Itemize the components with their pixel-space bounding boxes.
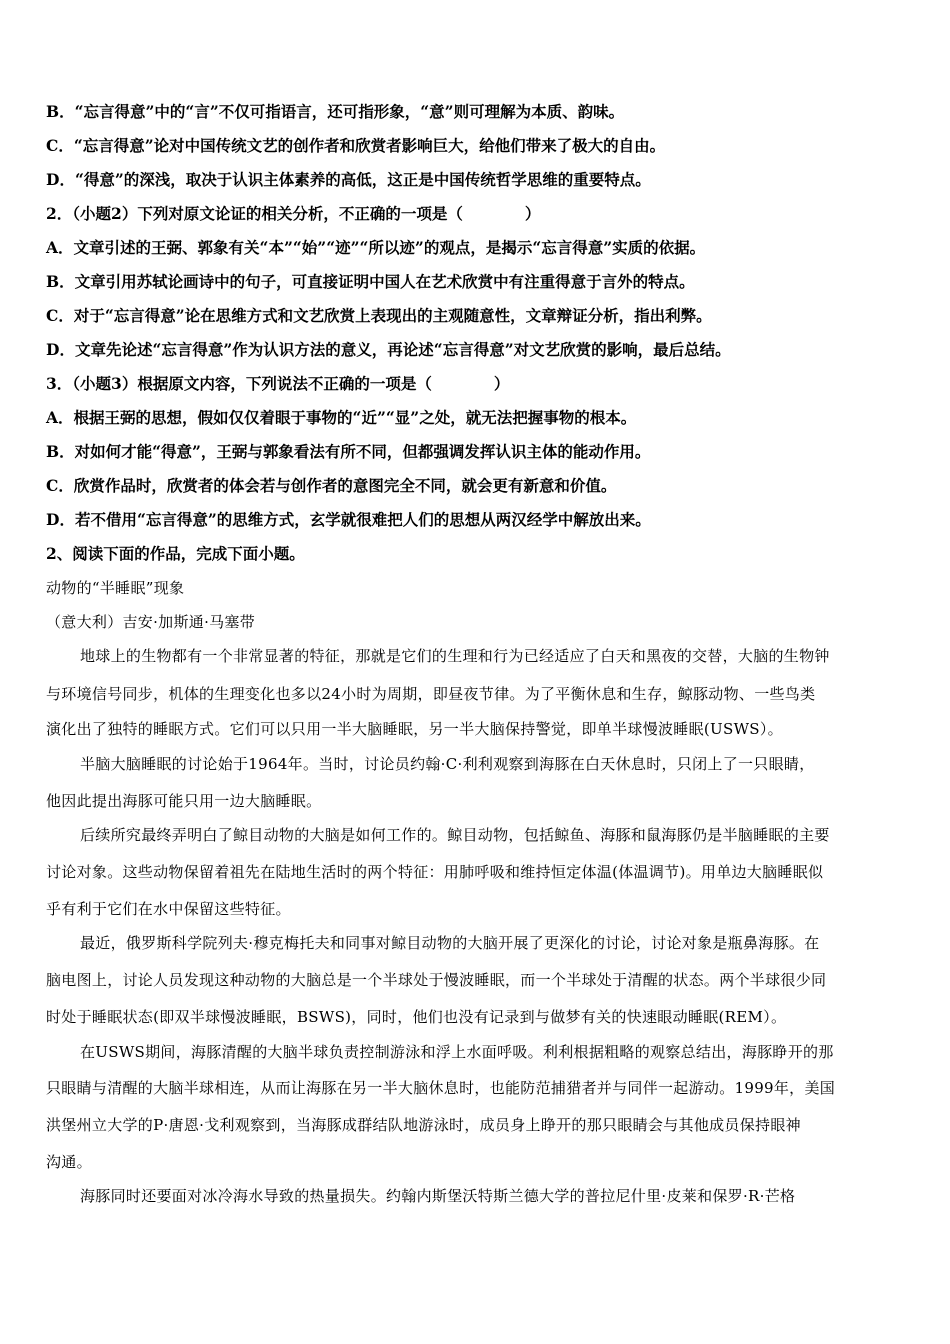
q1-option-c: C．“忘言得意”论对中国传统文艺的创作者和欣赏者影响巨大，给他们带来了极大的自由。 bbox=[46, 136, 666, 155]
passage-line: 只眼睛与清醒的大脑半球相连，从而让海豚在另一半大脑休息时，也能防范捕猎者并与同伴一起游动。1999年，美国 bbox=[46, 1079, 836, 1097]
passage-title: 动物的“半睡眠”现象 bbox=[46, 579, 185, 597]
passage-line: 讨论对象。这些动物保留着祖先在陆地生活时的两个特征：用肺呼吸和维持恒定体温(体温调节)。用单边大脑睡眠似 bbox=[46, 863, 824, 881]
passage-line: 在USWS期间，海豚清醒的大脑半球负责控制游泳和浮上水面呼吸。利利根据粗略的观察总结出，海豚睁开的那 bbox=[80, 1043, 834, 1061]
passage-line: 演化出了独特的睡眠方式。它们可以只用一半大脑睡眠，另一半大脑保持警觉，即单半球慢波睡眠(USWS）。 bbox=[46, 720, 783, 738]
passage-line: 最近，俄罗斯科学院列夫·穆克梅托夫和同事对鲸目动物的大脑开展了更深化的讨论，讨论对象是瓶鼻海豚。在 bbox=[80, 934, 820, 952]
q1-option-b: B．“忘言得意”中的“言”不仅可指语言，还可指形象，“意”则可理解为本质、韵味。 bbox=[46, 102, 625, 121]
passage-line: 地球上的生物都有一个非常显著的特征，那就是它们的生理和行为已经适应了白天和黑夜的交替，大脑的生物钟 bbox=[80, 647, 830, 665]
q1-option-d: D．“得意”的深浅，取决于认识主体素养的高低，这正是中国传统哲学思维的重要特点。 bbox=[46, 170, 651, 189]
passage-line: 与环境信号同步，机体的生理变化也多以24小时为周期，即昼夜节律。为了平衡休息和生存，鲸豚动物、一些鸟类 bbox=[46, 685, 816, 703]
q3-option-a: A．根据王弼的思想，假如仅仅着眼于事物的“近”“显”之处，就无法把握事物的根本。 bbox=[46, 408, 637, 427]
passage-author: （意大利）吉安·加斯通·马塞带 bbox=[46, 613, 256, 631]
q3-option-b: B．对如何才能“得意”，王弼与郭象看法有所不同，但都强调发挥认识主体的能动作用。 bbox=[46, 442, 651, 461]
q2-option-c: C．对于“忘言得意”论在思维方式和文艺欣赏上表现出的主观随意性，文章辩证分析，指出利弊。 bbox=[46, 306, 712, 325]
passage-line: 海豚同时还要面对冰冷海水导致的热量损失。约翰内斯堡沃特斯兰德大学的普拉尼什里·皮莱和保罗·R·芒格 bbox=[80, 1187, 796, 1205]
section-intro: 2、阅读下面的作品，完成下面小题。 bbox=[46, 544, 305, 563]
q2-option-a: A．文章引述的王弼、郭象有关“本”“始”“迹”“所以迹”的观点，是揭示“忘言得意”实质的依据。 bbox=[46, 238, 706, 257]
q3-option-c: C．欣赏作品时，欣赏者的体会若与创作者的意图完全不同，就会更有新意和价值。 bbox=[46, 476, 617, 495]
passage-line: 时处于睡眠状态(即双半球慢波睡眠，BSWS)，同时，他们也没有记录到与做梦有关的快速眼动睡眠(REM）。 bbox=[46, 1008, 787, 1026]
passage-line: 脑电图上，讨论人员发现这种动物的大脑总是一个半球处于慢波睡眠，而一个半球处于清醒的状态。两个半球很少同 bbox=[46, 971, 827, 989]
q2-option-d: D．文章先论述“忘言得意”作为认识方法的意义，再论述“忘言得意”对文艺欣赏的影响，最后总结。 bbox=[46, 340, 731, 359]
passage-line: 他因此提出海豚可能只用一边大脑睡眠。 bbox=[46, 792, 322, 810]
passage-line: 乎有利于它们在水中保留这些特征。 bbox=[46, 900, 291, 918]
passage-line: 半脑大脑睡眠的讨论始于1964年。当时，讨论员约翰·C·利利观察到海豚在白天休息时，只闭上了一只眼睛， bbox=[80, 755, 815, 773]
passage-line: 后续所究最终弄明白了鲸目动物的大脑是如何工作的。鲸目动物，包括鲸鱼、海豚和鼠海豚仍是半脑睡眠的主要 bbox=[80, 826, 830, 844]
q3-stem: 3．（小题3）根据原文内容，下列说法不正确的一项是（ ） bbox=[46, 374, 510, 393]
q3-option-d: D．若不借用“忘言得意”的思维方式，玄学就很难把人们的思想从两汉经学中解放出来。 bbox=[46, 510, 651, 529]
passage-line: 洪堡州立大学的P·唐恩·戈利观察到，当海豚成群结队地游泳时，成员身上睁开的那只眼睛会与其他成员保持眼神 bbox=[46, 1116, 801, 1134]
q2-stem: 2．（小题2）下列对原文论证的相关分析，不正确的一项是（ ） bbox=[46, 204, 541, 223]
q2-option-b: B．文章引用苏轼论画诗中的句子，可直接证明中国人在艺术欣赏中有注重得意于言外的特点。 bbox=[46, 272, 695, 291]
passage-line: 沟通。 bbox=[46, 1153, 92, 1171]
